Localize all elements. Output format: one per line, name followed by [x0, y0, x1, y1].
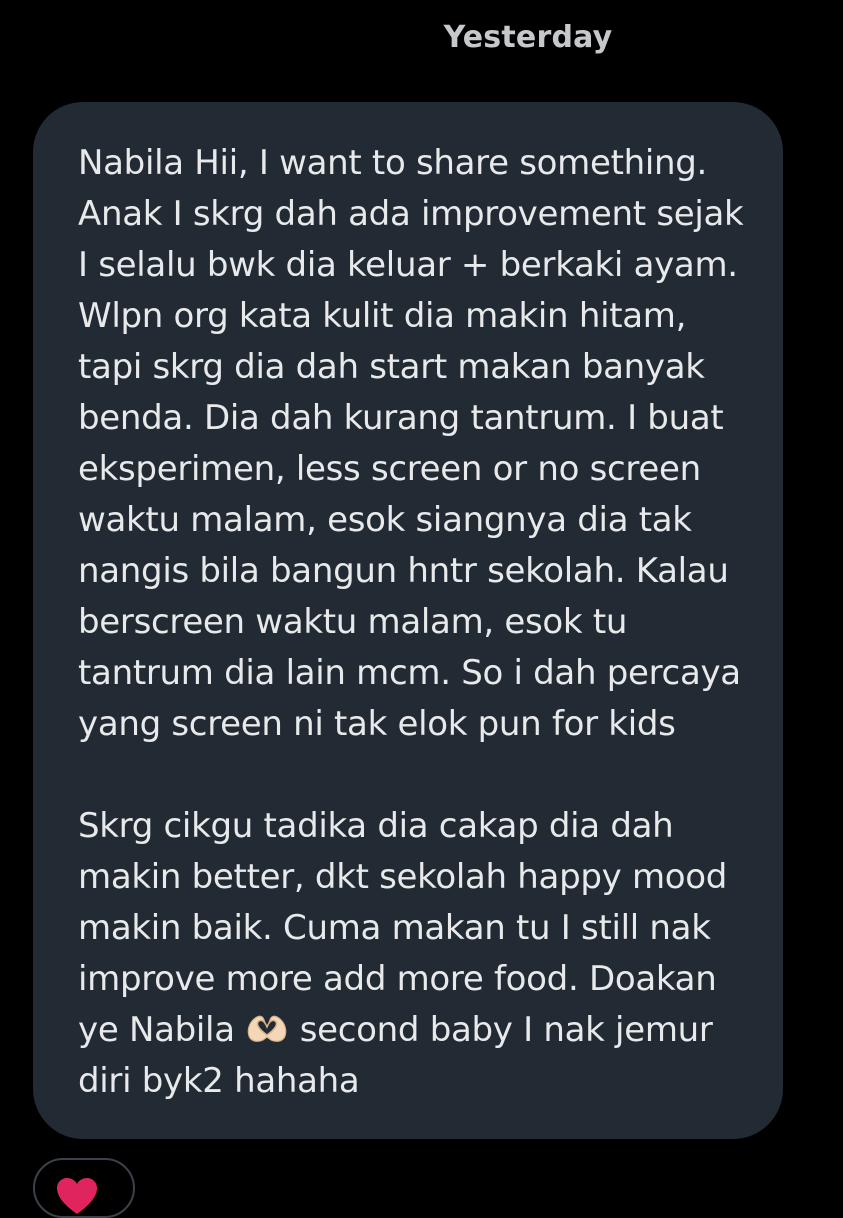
message-line: Anak I skrg dah ada improvement sejak	[78, 194, 744, 234]
message-line: makin baik. Cuma makan tu I still nak	[78, 908, 711, 948]
message-text-after-emoji: second baby I nak jemur	[289, 1010, 713, 1050]
red-heart-icon	[55, 1176, 99, 1216]
message-line: tapi skrg dia dah start makan banyak	[78, 347, 705, 387]
message-line: tantrum dia lain mcm. So i dah percaya	[78, 653, 741, 693]
message-bubble[interactable]	[33, 102, 783, 1139]
message-line: eksperimen, less screen or no screen	[78, 449, 701, 489]
message-text-before-emoji: ye Nabila	[78, 1010, 246, 1050]
message-line: makin better, dkt sekolah happy mood	[78, 857, 728, 897]
message-paragraph-1	[78, 138, 753, 750]
reaction-pill[interactable]	[33, 1158, 135, 1218]
date-separator: Yesterday	[443, 20, 613, 55]
message-line: Nabila Hii, I want to share something.	[78, 143, 708, 183]
message-line: berscreen waktu malam, esok tu	[78, 602, 628, 642]
message-line: benda. Dia dah kurang tantrum. I buat	[78, 398, 724, 438]
message-line: waktu malam, esok siangnya dia tak	[78, 500, 692, 540]
message-line: Wlpn org kata kulit dia makin hitam,	[78, 296, 687, 336]
paragraph-gap	[78, 750, 753, 801]
heart-hands-icon	[245, 1011, 289, 1045]
message-line: Skrg cikgu tadika dia cakap dia dah	[78, 806, 674, 846]
message-line-with-emoji	[78, 1005, 753, 1056]
message-paragraph-2	[78, 801, 753, 1107]
message-line: improve more add more food. Doakan	[78, 959, 717, 999]
message-line: I selalu bwk dia keluar + berkaki ayam.	[78, 245, 738, 285]
message-line: yang screen ni tak elok pun for kids	[78, 704, 676, 744]
message-line: nangis bila bangun hntr sekolah. Kalau	[78, 551, 729, 591]
message-line: diri byk2 hahaha	[78, 1061, 360, 1101]
